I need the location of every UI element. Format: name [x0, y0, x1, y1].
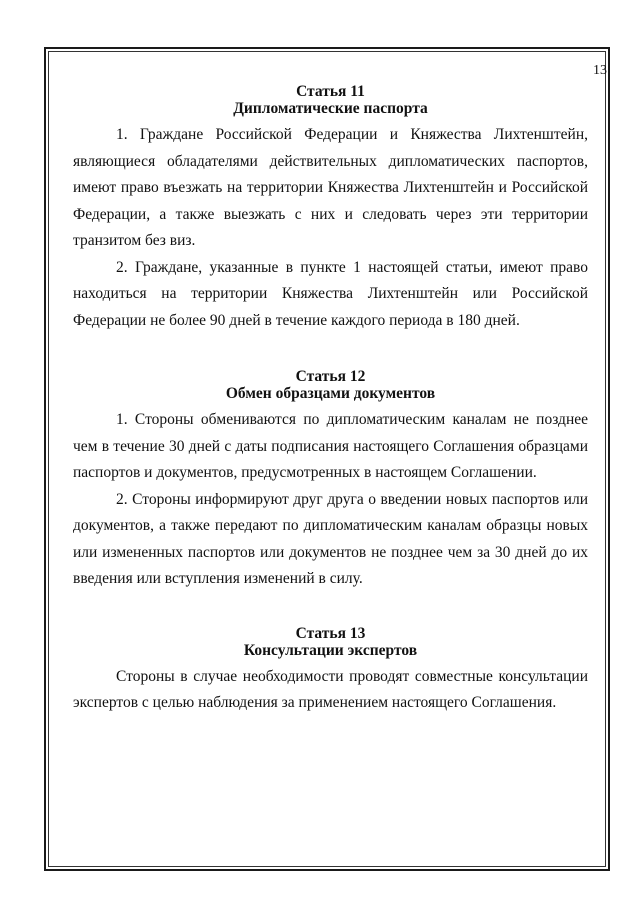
article-heading: Консультации экспертов — [243, 641, 418, 659]
document-body — [73, 83, 588, 717]
page-number: 13 — [593, 63, 607, 78]
article-12 — [73, 368, 588, 593]
paragraph: 2. Граждане, указанные в пункте 1 настоящей статьи, имеют право находиться на территории Княжества Лихтенштейн или Российской Федерации не более 90 дней в течение каждого периода в 180 дней. — [73, 258, 588, 329]
article-heading: Дипломатические паспорта — [233, 100, 428, 117]
article-13 — [73, 625, 588, 717]
article-11 — [73, 83, 588, 334]
paragraph: 1. Стороны обмениваются по дипломатическим каналам не позднее чем в течение 30 дней с даты подписания настоящего Соглашения образцами паспортов и документов, предусмотренных в настоящем Соглашении. — [73, 411, 588, 481]
section-spacer — [73, 334, 588, 368]
article-title: Статья 11 — [296, 83, 365, 100]
paragraph: 1. Граждане Российской Федерации и Княжества Лихтенштейн, являющиеся обладателями действительных дипломатических паспортов, имеют право въезжать на территории Княжества Лихтенштейн и Российской Федерации, а также выезжать с них и следовать через эти территории транзитом без виз. — [73, 126, 588, 249]
paragraph: 2. Стороны информируют друг друга о введении новых паспортов или документов, а также передают по дипломатическим каналам образцы новых или измененных паспортов или документов не позднее чем за 30 дней до их введения или вступления изменений в силу. — [73, 490, 588, 587]
article-title: Статья 12 — [295, 368, 366, 385]
paragraph: Стороны в случае необходимости проводят совместные консультации экспертов с целью наблюдения за применением настоящего Соглашения. — [73, 667, 588, 711]
article-title: Статья 13 — [295, 624, 366, 642]
article-heading: Обмен образцами документов — [225, 385, 436, 402]
section-spacer — [73, 593, 588, 625]
